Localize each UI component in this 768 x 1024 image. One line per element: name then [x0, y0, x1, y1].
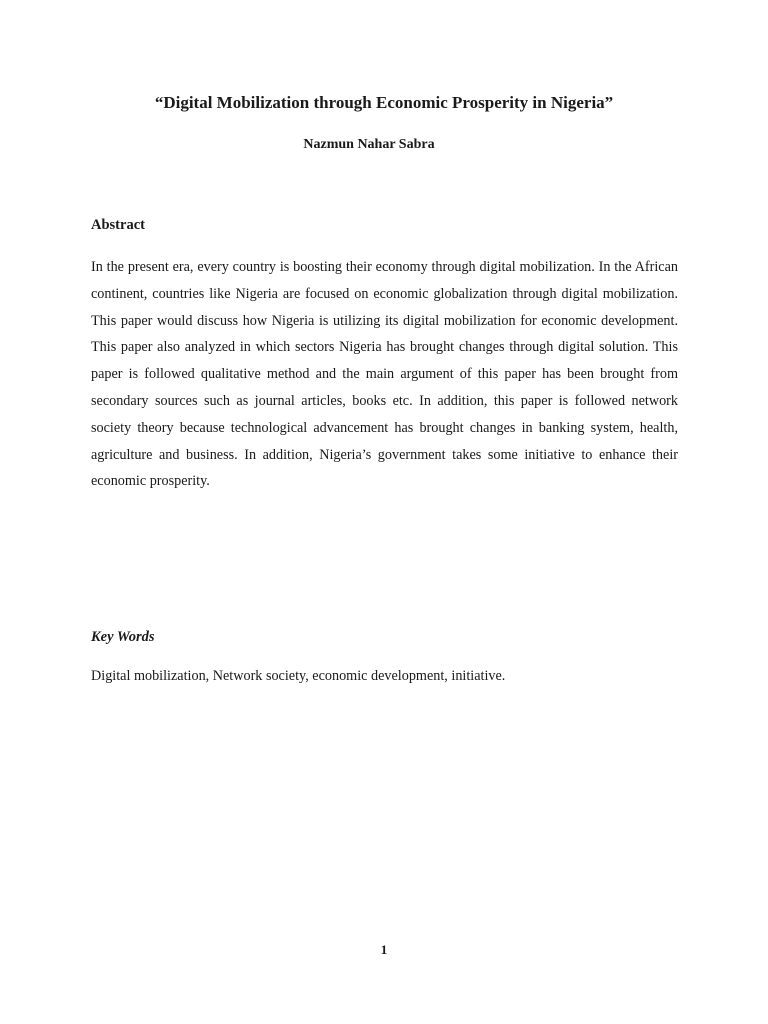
keywords-text: Digital mobilization, Network society, economic development, initiative. — [91, 668, 506, 684]
author-name: Nazmun Nahar Sabra — [303, 137, 435, 152]
page-number: 1 — [380, 942, 388, 957]
paper-title: “Digital Mobilization through Economic Prosperity in Nigeria” — [154, 93, 614, 112]
keywords-heading: Key Words — [91, 629, 155, 645]
abstract-heading: Abstract — [91, 217, 145, 233]
abstract-text: In the present era, every country is boosting their economy through digital mobilization. In the African continent, countries like Nigeria are focused on economic globalization through digital mobilization. This paper would discuss how Nigeria is utilizing its digital mobilization for economic development. This paper also analyzed in which sectors Nigeria has brought changes through digital solution. This paper is followed qualitative method and the main argument of this paper has been brought from secondary sources such as journal articles, books etc. In addition, this paper is followed network society theory because technological advancement has brought changes in banking system, health, agriculture and business. In addition, Nigeria’s government takes some initiative to enhance their economic prosperity. — [91, 259, 678, 490]
